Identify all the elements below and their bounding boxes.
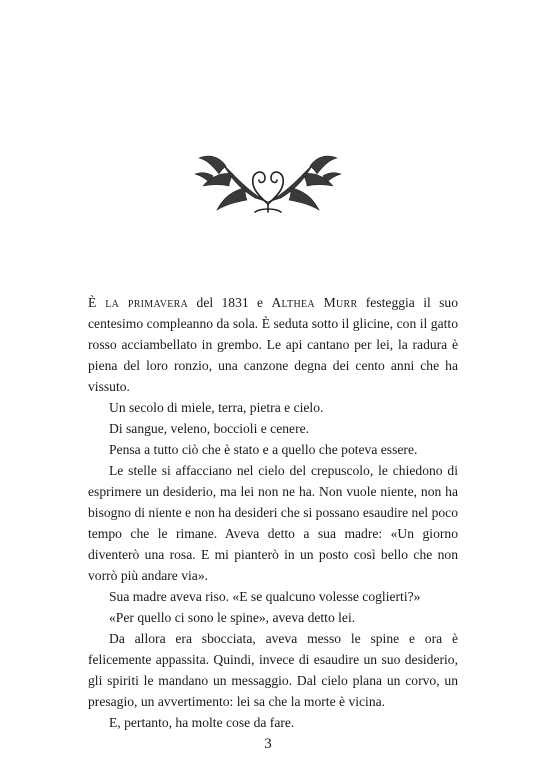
paragraph: E, pertanto, ha molte cose da fare. xyxy=(109,715,295,730)
small-caps-lead: È la primavera xyxy=(88,295,189,310)
paragraph: È la primavera del 1831 e Althea Murr festeggia il suo centesimo compleanno da sola. È seduta sotto il glicine, con il gatto rosso acciambellato in grembo. Le api cantano per lei, la radura è piena del loro ronzio, una canzone degna dei cento anni che ha vissuto. xyxy=(88,295,458,394)
paragraph: Sua madre aveva riso. «E se qualcuno volesse coglierti?» xyxy=(109,589,421,604)
paragraph: Pensa a tutto ciò che è stato e a quello che poteva essere. xyxy=(109,442,418,457)
paragraph: Un secolo di miele, terra, pietra e cielo. xyxy=(109,400,324,415)
paragraph: «Per quello ci sono le spine», aveva detto lei. xyxy=(109,610,356,625)
small-caps-name: Althea Murr xyxy=(271,295,358,310)
floral-heart-flourish-icon xyxy=(193,150,343,220)
paragraph: Da allora era sbocciata, aveva messo le spine e ora è felicemente appassita. Quindi, invece di esaudire un suo desiderio, gli spiriti le mandano un messaggio. Dal cielo plana un corvo, un presagio, un avvertimento: lei sa che la morte è vicina. xyxy=(88,631,458,709)
paragraph: Le stelle si affacciano nel cielo del crepuscolo, le chiedono di esprimere un desiderio, ma lei non ne ha. Non vuole niente, non ha bisogno di niente e non ha desideri che si possano esaudire nel poco tempo che le rimane. Aveva detto a sua madre: «Un giorno diventerò una rosa. E mi pianterò in un posto così bello che non vorrò più andare via». xyxy=(88,463,458,583)
paragraph: Di sangue, veleno, boccioli e cenere. xyxy=(109,421,310,436)
page-number: 3 xyxy=(264,736,272,752)
body-text xyxy=(88,292,458,733)
